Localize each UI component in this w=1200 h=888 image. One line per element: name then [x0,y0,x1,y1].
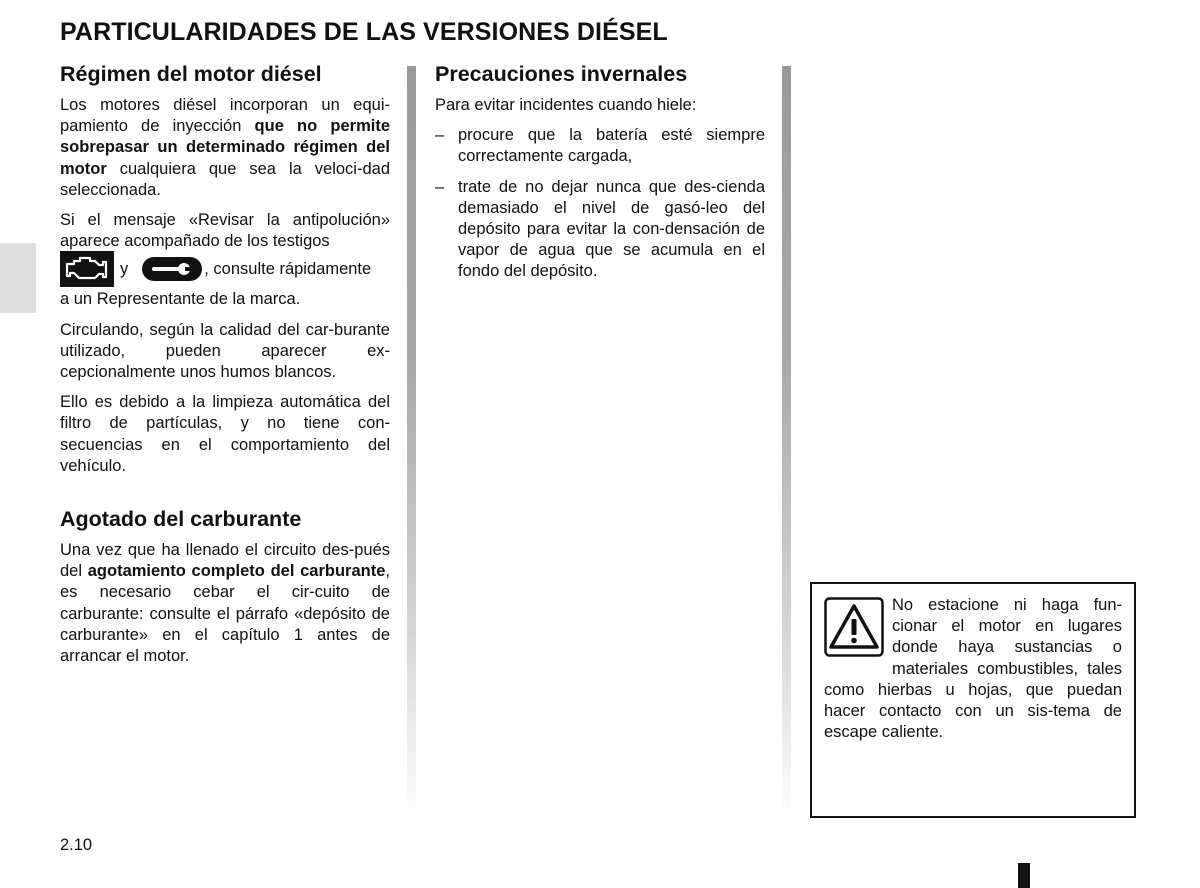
warning-box [810,582,1136,818]
text-segment: , es necesario cebar el cir-cuito de carburante: consulte el párrafo «depósito de carburante» en el capítulo 1 antes de arrancar el motor. [60,562,390,666]
paragraph-white-smoke: Circulando, según la calidad del car-burante utilizado, pueden aparecer ex-cepcionalmente unos humos blancos. [60,320,390,382]
chapter-tab-marker [0,243,36,313]
winter-precautions-list [435,125,765,282]
warning-text: No estacione ni haga fun-cionar el motor en lugares donde haya sustancias o materiales combustibles, tales como hierbas u hojas, que puedan hacer contacto con un sis-tema de escape caliente. [824,596,1122,742]
warning-lights-line [60,249,390,289]
column-divider-left [407,66,416,820]
page-edge-marker [1018,863,1030,888]
paragraph-representative [60,289,390,310]
list-dash: – [435,177,445,196]
service-wrench-icon [142,257,202,281]
list-item-text: trate de no dejar nunca que des-cienda demasiado el nivel de gasó-leo del depósito para evitar la con-densación de vapor de agua que se acumula en el fondo del depósito. [458,177,765,281]
paragraph-engine-regime [60,95,390,201]
text-segment: a un Representante de la marca. [60,290,301,309]
text-segment: Si el mensaje «Revisar la antipolución» aparece acompañado de los testigos [60,211,390,251]
page-number: 2.10 [60,836,93,854]
list-item-text: procure que la batería esté siempre correctamente cargada, [458,126,765,166]
list-item [435,177,765,283]
column-left [60,60,390,676]
bold-text-segment: agotamiento completo del carburante [87,562,386,581]
text-segment: cualquiera que sea la veloci-dad seleccionada. [60,159,390,199]
paragraph-fuel-exhausted [60,540,390,667]
list-item [435,125,765,167]
paragraph-antipollution [60,210,390,252]
text-segment: Una vez que ha llenado el circuito des-pués del [60,541,390,581]
column-divider-right [782,66,791,820]
column-middle [435,60,765,292]
paragraph-winter-intro: Para evitar incidentes cuando hiele: [435,96,697,114]
section-heading-engine-regime: Régimen del motor diésel [60,62,322,86]
engine-warning-icon [60,251,114,287]
section-heading-fuel-exhausted: Agotado del carburante [60,507,302,532]
paragraph-particle-filter: Ello es debido a la limpieza automática del filtro de partículas, y no tiene con-secuencias en el comportamiento del vehículo. [60,393,390,475]
text-segment: , consulte rápidamente [204,259,372,278]
text-segment: Los motores diésel incorporan un equi-pamiento de inyección [60,96,390,136]
text-segment: y [120,259,129,278]
warning-triangle-icon [824,597,884,657]
page-title: PARTICULARIDADES DE LAS VERSIONES DIÉSEL [60,18,668,46]
section-heading-winter-precautions: Precauciones invernales [435,62,688,86]
list-dash: – [435,126,445,145]
bold-text-segment: que no permite sobrepasar un determinado régimen del motor [60,117,390,178]
